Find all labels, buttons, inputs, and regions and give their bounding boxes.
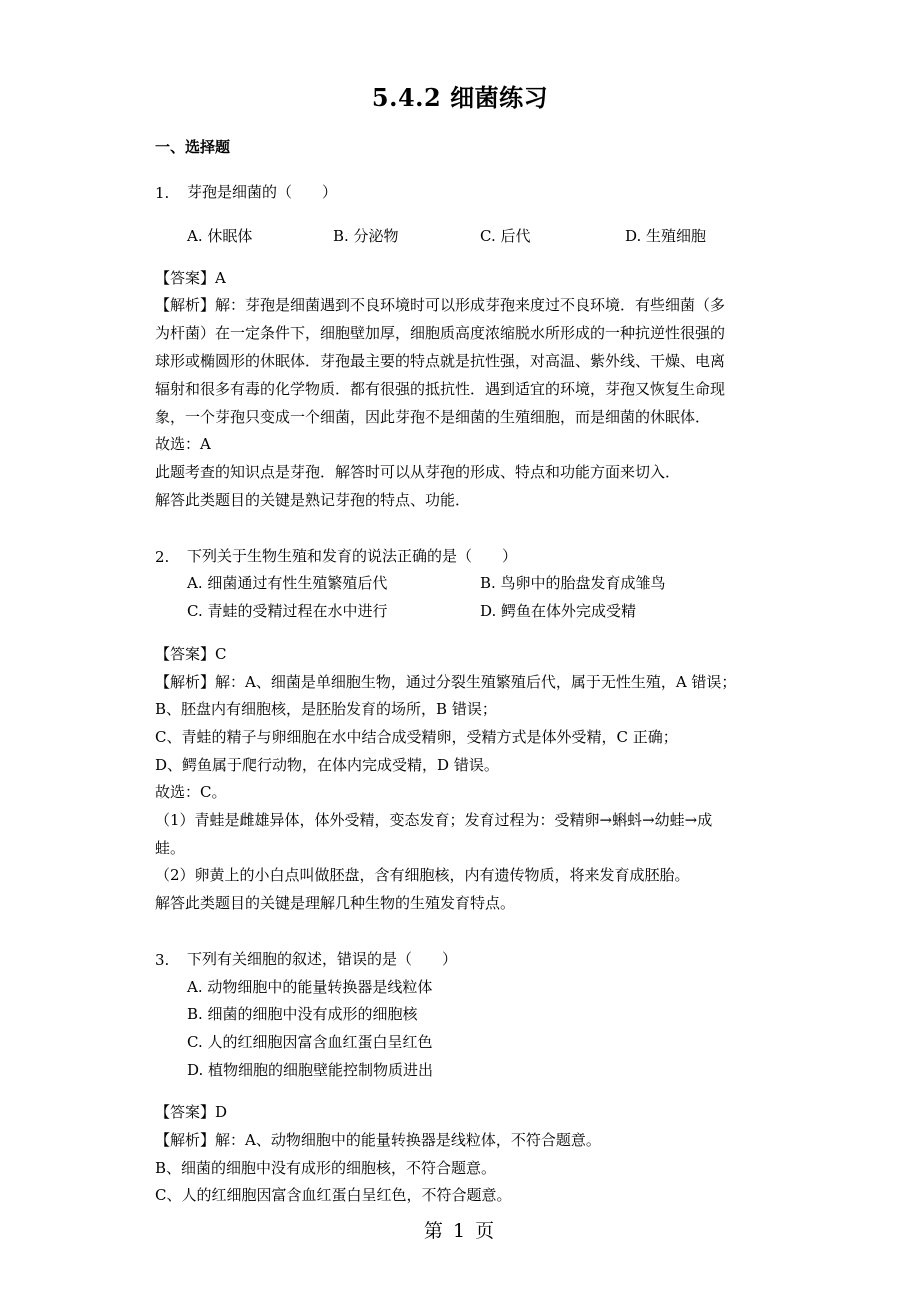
answer-line: 【答案】C: [155, 645, 227, 663]
option-a: A. 细菌通过有性生殖繁殖后代: [187, 574, 388, 592]
section-heading: 一、选择题: [155, 138, 231, 156]
analysis-line: 此题考查的知识点是芽孢．解答时可以从芽孢的形成、特点和功能方面来切入．: [155, 463, 681, 481]
option-d: D. 生殖细胞: [625, 227, 707, 245]
analysis-line: （1）青蛙是雌雄异体，体外受精，变态发育；发育过程为：受精卵→蝌蚪→幼蛙→成: [155, 811, 713, 829]
analysis-line: 球形或椭圆形的休眠体．芽孢最主要的特点就是抗性强，对高温、紫外线、干燥、电离: [155, 352, 726, 370]
option-b: B. 分泌物: [333, 227, 399, 245]
analysis-line: 【解析】解：芽孢是细菌遇到不良环境时可以形成芽孢来度过不良环境．有些细菌（多: [155, 296, 726, 314]
analysis-line: （2）卵黄上的小白点叫做胚盘，含有细胞核，内有遗传物质，将来发育成胚胎。: [155, 866, 690, 884]
analysis-line: 象，一个芽孢只变成一个细菌，因此芽孢不是细菌的生殖细胞，而是细菌的休眠体．: [155, 408, 711, 426]
analysis-line: 为杆菌）在一定条件下，细胞壁加厚，细胞质高度浓缩脱水所形成的一种抗逆性很强的: [155, 324, 726, 342]
option-c: C. 人的红细胞因富含血红蛋白呈红色: [187, 1033, 433, 1051]
analysis-line: D、鳄鱼属于爬行动物，在体内完成受精，D 错误。: [155, 756, 499, 774]
analysis-line: B、胚盘内有细胞核，是胚胎发育的场所，B 错误；: [155, 700, 497, 718]
option-b: B. 鸟卵中的胎盘发育成雏鸟: [480, 574, 666, 592]
analysis-line: 辐射和很多有毒的化学物质．都有很强的抵抗性．遇到适宜的环境，芽孢又恢复生命现: [155, 380, 726, 398]
page-title: 5.4.2 细菌练习: [371, 83, 549, 112]
option-a: A. 动物细胞中的能量转换器是线粒体: [187, 978, 433, 996]
analysis-line: 故选：A: [155, 435, 211, 453]
analysis-line: 蛙。: [155, 839, 186, 857]
option-c: C. 青蛙的受精过程在水中进行: [187, 602, 388, 620]
answer-line: 【答案】D: [155, 1103, 228, 1121]
question-text: 下列有关细胞的叙述，错误的是（ ）: [187, 950, 458, 968]
analysis-line: 故选：C。: [155, 783, 227, 801]
question-number: 2.: [155, 548, 170, 566]
question-number: 1.: [155, 184, 170, 202]
page-number: 第 1 页: [423, 1220, 497, 1242]
question-text: 芽孢是细菌的（ ）: [187, 183, 338, 201]
analysis-line: B、细菌的细胞中没有成形的细胞核，不符合题意。: [155, 1159, 497, 1177]
option-a: A. 休眠体: [187, 227, 253, 245]
analysis-line: C、青蛙的精子与卵细胞在水中结合成受精卵，受精方式是体外受精，C 正确；: [155, 728, 678, 746]
question-text: 下列关于生物生殖和发育的说法正确的是（ ）: [187, 547, 518, 565]
analysis-line: 【解析】解：A、动物细胞中的能量转换器是线粒体，不符合题意。: [155, 1131, 601, 1149]
analysis-line: 解答此类题目的关键是理解几种生物的生殖发育特点。: [155, 894, 516, 912]
analysis-line: C、人的红细胞因富含血红蛋白呈红色，不符合题意。: [155, 1186, 512, 1204]
option-d: D. 鳄鱼在体外完成受精: [480, 602, 637, 620]
option-b: B. 细菌的细胞中没有成形的细胞核: [187, 1005, 418, 1023]
option-c: C. 后代: [480, 227, 531, 245]
analysis-line: 【解析】解：A、细菌是单细胞生物，通过分裂生殖繁殖后代，属于无性生殖，A 错误；: [155, 673, 737, 691]
question-number: 3.: [155, 951, 170, 969]
analysis-line: 解答此类题目的关键是熟记芽孢的特点、功能．: [155, 491, 471, 509]
answer-line: 【答案】A: [155, 269, 226, 287]
option-d: D. 植物细胞的细胞壁能控制物质进出: [187, 1061, 434, 1079]
